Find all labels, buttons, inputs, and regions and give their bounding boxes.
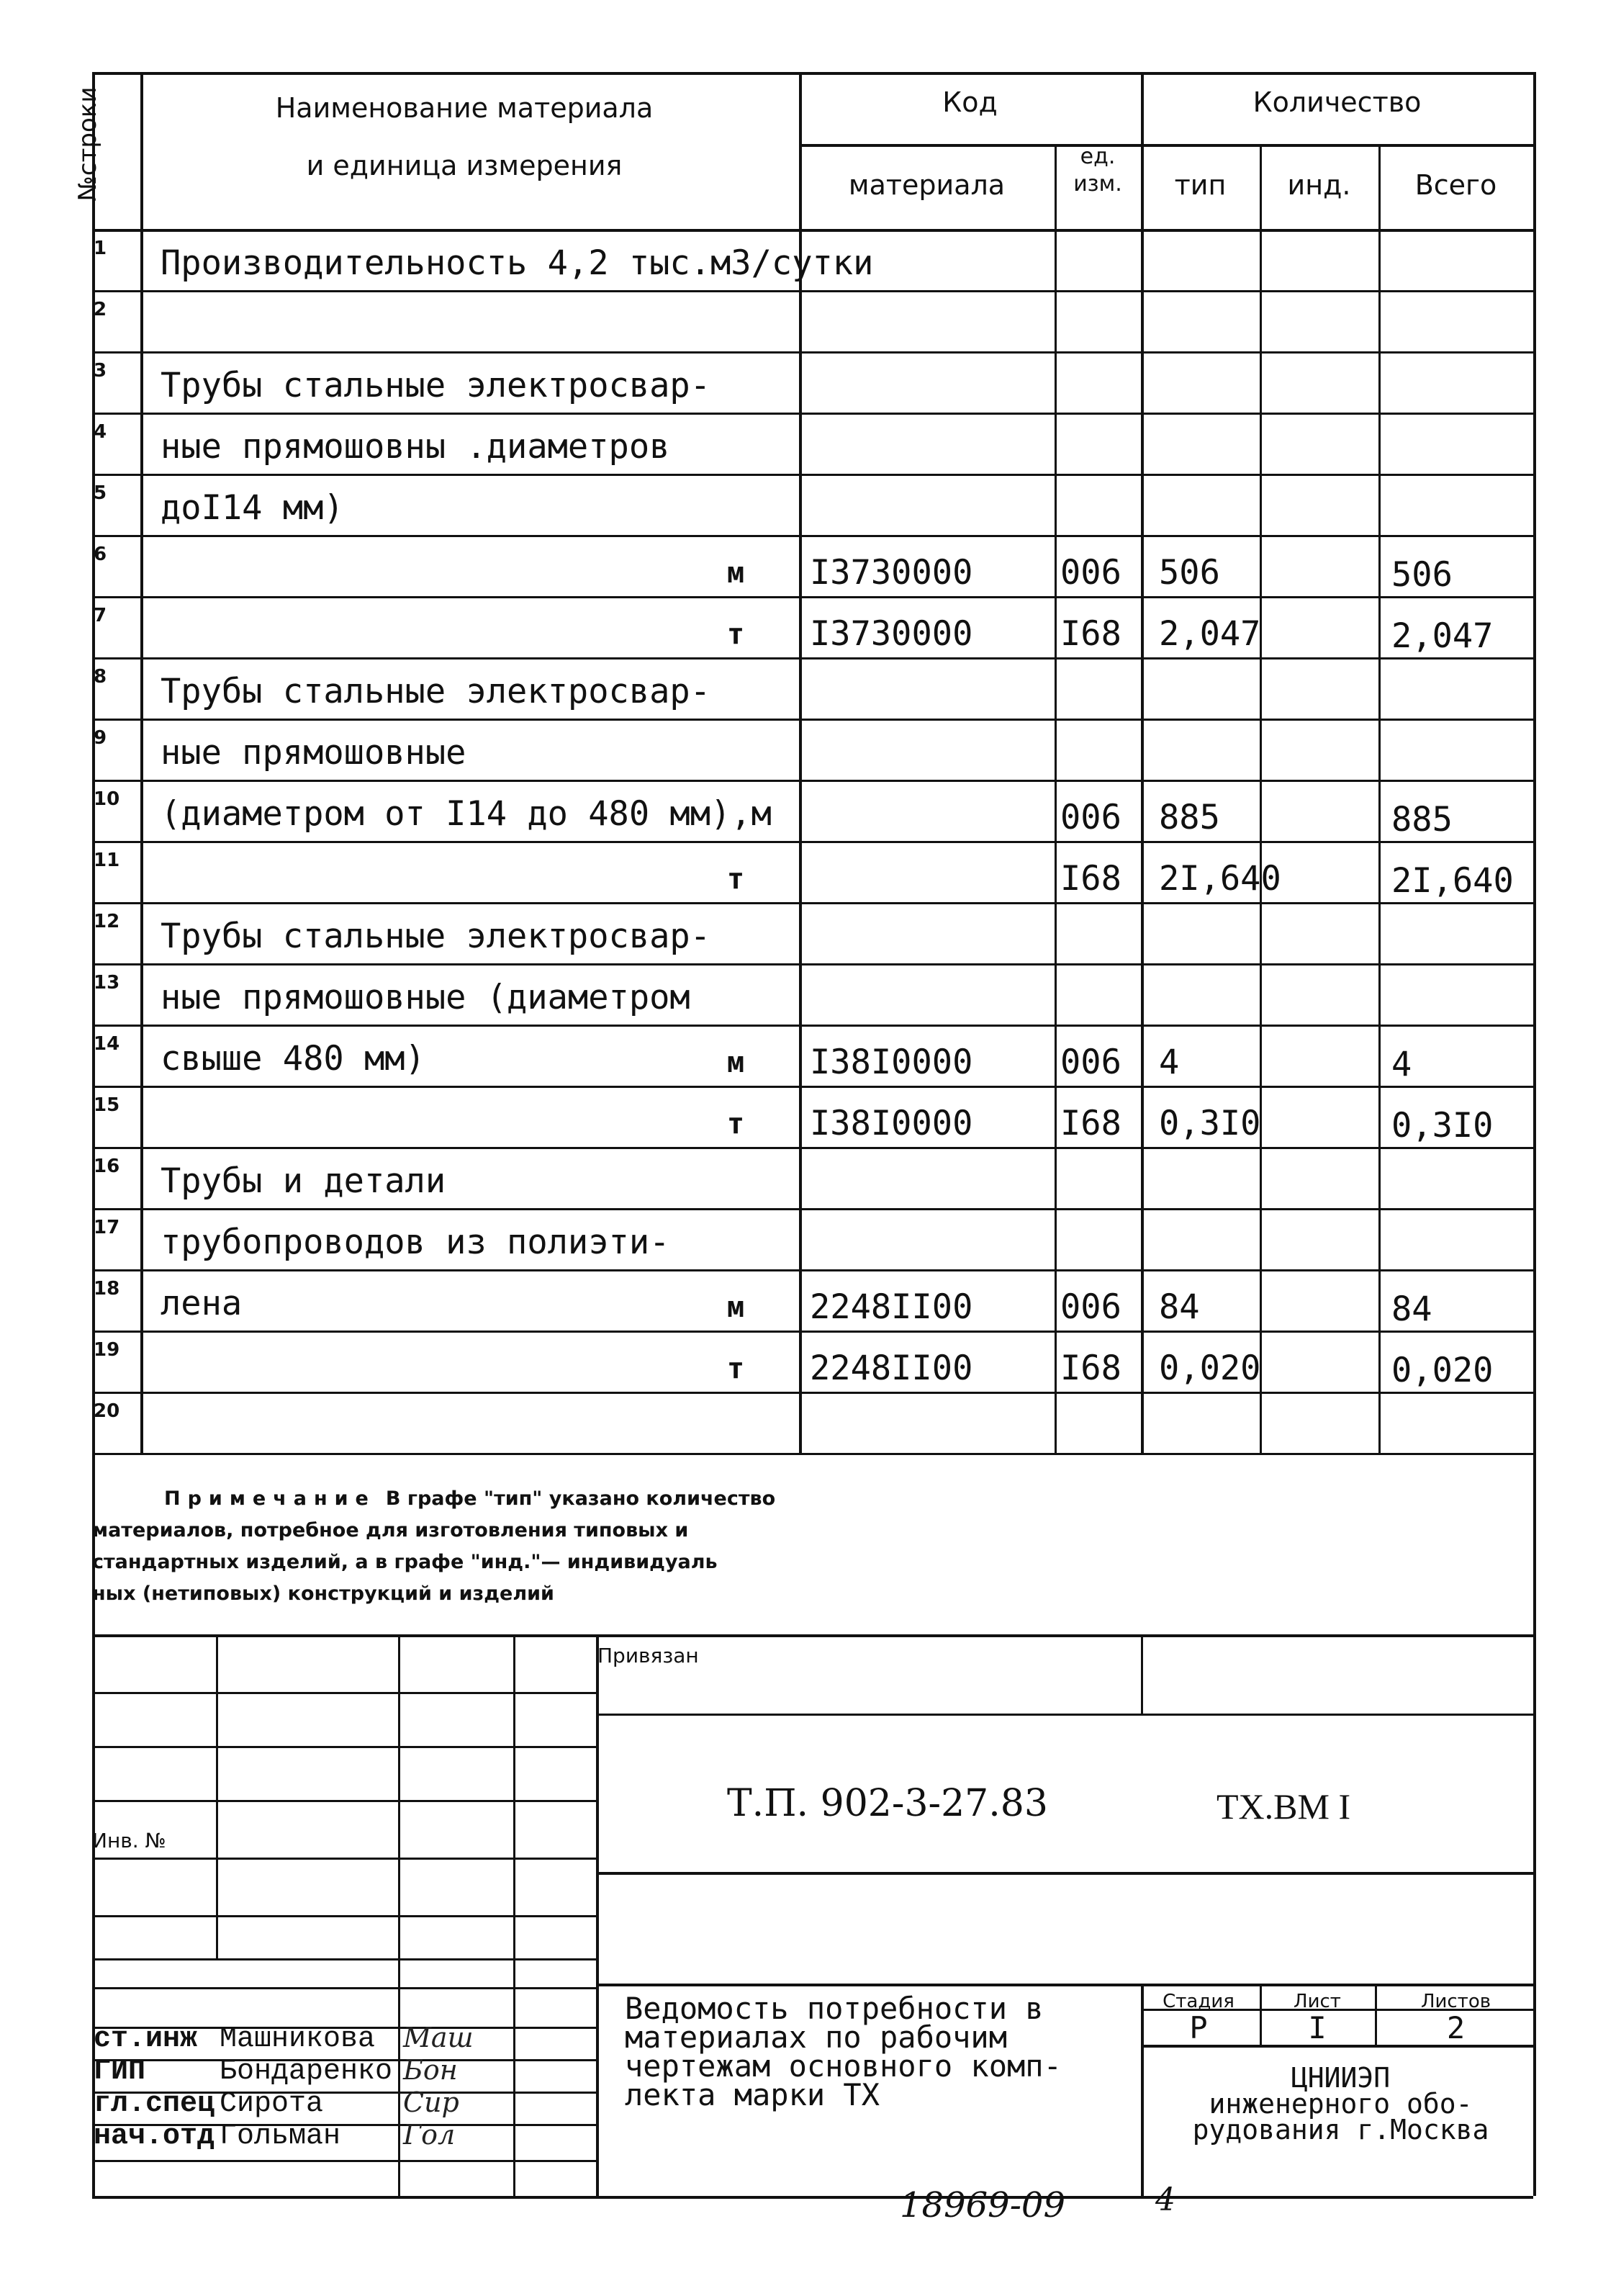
- signer-role: ГИП: [94, 2056, 146, 2088]
- signer-name: Гольман: [220, 2120, 341, 2153]
- row-number: 3: [94, 360, 107, 382]
- row-unit-code: 006: [1060, 1287, 1121, 1327]
- row-qty-type: 84: [1159, 1287, 1200, 1327]
- grid-line: [92, 1746, 596, 1748]
- sheet-value: I: [1308, 2010, 1327, 2045]
- row-qty-total: 84: [1391, 1289, 1432, 1329]
- signer-signature: Бон: [403, 2054, 458, 2086]
- grid-line: [92, 1958, 596, 1960]
- name-header-line2: и единица измерения: [306, 150, 623, 181]
- table-row: [0, 1331, 1616, 1392]
- grid-line: [92, 2196, 1533, 2199]
- grid-line: [216, 1634, 218, 1958]
- code-header: Код: [942, 86, 998, 118]
- row-unit-code: I68: [1060, 1349, 1121, 1388]
- stage-label: Стадия: [1163, 1991, 1234, 2012]
- table-row: [0, 474, 1616, 535]
- row-material-name: Трубы стальные электросвар-: [161, 672, 711, 711]
- row-qty-type: 2I,640: [1159, 859, 1281, 899]
- table-row: [0, 1025, 1616, 1086]
- row-number: 12: [94, 911, 120, 932]
- grid-line: [92, 1692, 596, 1694]
- table-row: [0, 229, 1616, 290]
- row-number: 20: [94, 1400, 120, 1422]
- sheet-label: Лист: [1294, 1991, 1341, 2012]
- document-title: [625, 1991, 1143, 2112]
- sheets-label: Листов: [1420, 1991, 1491, 2012]
- row-unit-code: I68: [1060, 1104, 1121, 1143]
- grid-line: [596, 1714, 1533, 1716]
- document-title-line: лекта марки ТХ: [625, 2077, 880, 2112]
- unit-code-header-line2: изм.: [1073, 171, 1122, 197]
- note-line-4: ных (нетиповых) конструкций и изделий: [92, 1583, 554, 1605]
- row-number: 9: [94, 727, 107, 749]
- row-unit: т: [727, 863, 745, 896]
- row-qty-type: 885: [1159, 798, 1220, 837]
- name-header-line1: Наименование материала: [275, 92, 654, 124]
- row-material-name: Трубы стальные электросвар-: [161, 366, 711, 405]
- row-material-code: I38I0000: [810, 1043, 973, 1082]
- grid-line: [92, 1987, 596, 1989]
- grid-line: [92, 1453, 1533, 1455]
- project-number: Т.П. 902-3-27.83: [727, 1782, 1048, 1825]
- row-unit-code: 006: [1060, 553, 1121, 593]
- row-material-name: Трубы и детали: [161, 1161, 446, 1201]
- row-unit-code: 006: [1060, 1043, 1121, 1082]
- signer-signature: Гол: [403, 2119, 456, 2151]
- row-number: 17: [94, 1217, 120, 1238]
- attached-label: Привязан: [597, 1644, 699, 1667]
- quantity-header: Количество: [1252, 86, 1422, 118]
- table-row: [0, 1269, 1616, 1331]
- organization-line: рудования г.Москва: [1192, 2114, 1489, 2146]
- unit-code-header-line1: ед.: [1080, 144, 1116, 169]
- note-line-1: [92, 1483, 1532, 1515]
- archive-number: 18969-09: [900, 2185, 1065, 2225]
- row-number: 14: [94, 1033, 120, 1055]
- row-qty-type: 2,047: [1159, 614, 1261, 654]
- row-unit: т: [727, 1352, 745, 1385]
- row-number: 19: [94, 1339, 120, 1361]
- row-number: 10: [94, 788, 120, 810]
- row-unit: м: [727, 557, 745, 590]
- row-number: 15: [94, 1094, 120, 1116]
- table-row: [0, 413, 1616, 474]
- row-material-name: Производительность 4,2 тыс.м3/сутки: [161, 243, 874, 283]
- grid-line: [596, 1634, 599, 2196]
- row-number: 5: [94, 482, 107, 504]
- row-material-name: ные прямошовные: [161, 733, 466, 773]
- table-row: [0, 1392, 1616, 1453]
- row-material-code: 2248II00: [810, 1349, 973, 1388]
- material-code-header: материала: [848, 169, 1006, 201]
- row-qty-total: 2,047: [1391, 616, 1494, 656]
- grid-line: [398, 1634, 400, 2196]
- document-code: ТХ.ВМ I: [1216, 1786, 1351, 1827]
- sheets-value: 2: [1446, 2010, 1466, 2045]
- row-material-name: лена: [161, 1284, 243, 1323]
- row-unit-code: I68: [1060, 614, 1121, 654]
- organization-line: ЦНИИЭП: [1291, 2062, 1391, 2094]
- document-title-line: чертежам основного комп-: [625, 2048, 1062, 2084]
- signer-name: Бондаренко: [220, 2056, 393, 2088]
- row-number: 7: [94, 605, 107, 626]
- note-line-2: материалов, потребное для изготовления типовых и: [92, 1519, 689, 1541]
- signer-name: Сирота: [220, 2088, 324, 2120]
- row-material-code: I3730000: [810, 614, 973, 654]
- row-qty-type: 0,020: [1159, 1349, 1261, 1388]
- row-number: 13: [94, 972, 120, 994]
- row-number: 11: [94, 850, 120, 871]
- row-qty-total: 0,020: [1391, 1351, 1494, 1390]
- row-number: 16: [94, 1156, 120, 1177]
- row-number: 2: [94, 299, 107, 320]
- row-material-name: (диаметром от I14 до 480 мм),м: [161, 794, 772, 834]
- row-unit: м: [727, 1046, 745, 1079]
- row-number: 8: [94, 666, 107, 688]
- document-title-line: материалах по рабочим: [625, 2020, 1008, 2055]
- row-qty-total: 885: [1391, 800, 1453, 839]
- table-row: [0, 841, 1616, 902]
- row-material-name: доI14 мм): [161, 488, 344, 528]
- table-row: [0, 596, 1616, 657]
- row-number: 6: [94, 544, 107, 565]
- table-row: [0, 1208, 1616, 1269]
- row-qty-type: 506: [1159, 553, 1220, 593]
- grid-line: [92, 1800, 596, 1802]
- table-row: [0, 535, 1616, 596]
- document-title-line: Ведомость потребности в: [625, 1991, 1044, 2026]
- grid-line: [92, 2160, 596, 2162]
- row-qty-total: 2I,640: [1391, 861, 1514, 901]
- row-material-code: I38I0000: [810, 1104, 973, 1143]
- qty-type-header: тип: [1174, 169, 1227, 201]
- row-unit-code: I68: [1060, 859, 1121, 899]
- row-number: 4: [94, 421, 107, 443]
- inv-no-label: Инв. №: [92, 1829, 166, 1852]
- row-unit-code: 006: [1060, 798, 1121, 837]
- table-header: [0, 0, 1616, 230]
- signer-role: нач.отд: [94, 2120, 215, 2153]
- row-qty-total: 0,3I0: [1391, 1106, 1494, 1145]
- grid-line: [92, 1858, 596, 1860]
- note-label: Примечание: [164, 1487, 376, 1510]
- grid-line: [596, 1984, 1533, 1986]
- note-block: [92, 1483, 1532, 1627]
- grid-line: [92, 1915, 596, 1917]
- grid-line: [1375, 1984, 1377, 2045]
- row-unit: т: [727, 1107, 745, 1140]
- row-qty-type: 0,3I0: [1159, 1104, 1261, 1143]
- table-row: [0, 351, 1616, 413]
- grid-line: [92, 1634, 1533, 1637]
- row-unit: т: [727, 618, 745, 651]
- row-qty-type: 4: [1159, 1043, 1180, 1082]
- row-number: 1: [94, 238, 107, 259]
- organization-line: инженерного обо-: [1209, 2088, 1473, 2120]
- row-material-name: свыше 480 мм): [161, 1039, 425, 1079]
- signer-signature: Сир: [403, 2086, 459, 2118]
- note-text-1: В графе "тип" указано количество: [385, 1487, 776, 1510]
- signer-name: Машникова: [220, 2023, 376, 2056]
- organization: [1145, 2062, 1537, 2146]
- row-number: 18: [94, 1278, 120, 1300]
- table-row: [0, 719, 1616, 780]
- row-material-code: I3730000: [810, 553, 973, 593]
- page-number: 4: [1155, 2182, 1175, 2218]
- row-material-name: ные прямошовные (диаметром: [161, 978, 690, 1017]
- grid-line: [1260, 1984, 1262, 2045]
- table-row: [0, 1086, 1616, 1147]
- grid-line: [513, 1634, 515, 2196]
- note-line-3: стандартных изделий, а в графе "инд."— индивидуаль: [92, 1551, 718, 1573]
- table-row: [0, 1147, 1616, 1208]
- table-row: [0, 963, 1616, 1025]
- signer-role: гл.спец: [94, 2088, 215, 2120]
- stage-value: Р: [1189, 2010, 1208, 2045]
- row-material-name: ные прямошовны .диаметров: [161, 427, 670, 467]
- qty-total-header: Всего: [1414, 169, 1497, 201]
- signer-role: ст.инж: [94, 2023, 198, 2056]
- row-material-name: трубопроводов из полиэти-: [161, 1223, 670, 1262]
- row-number-header: №строки: [73, 86, 102, 202]
- table-row: [0, 902, 1616, 963]
- qty-ind-header: инд.: [1287, 169, 1351, 201]
- row-material-name: Трубы стальные электросвар-: [161, 917, 711, 956]
- signer-signature: Маш: [403, 2022, 474, 2053]
- row-unit: м: [727, 1291, 745, 1324]
- grid-line: [1141, 1634, 1143, 1714]
- table-row: [0, 290, 1616, 351]
- grid-line: [596, 1872, 1533, 1875]
- row-qty-total: 4: [1391, 1045, 1412, 1084]
- row-qty-total: 506: [1391, 555, 1453, 595]
- table-row: [0, 780, 1616, 841]
- table-row: [0, 657, 1616, 719]
- row-material-code: 2248II00: [810, 1287, 973, 1327]
